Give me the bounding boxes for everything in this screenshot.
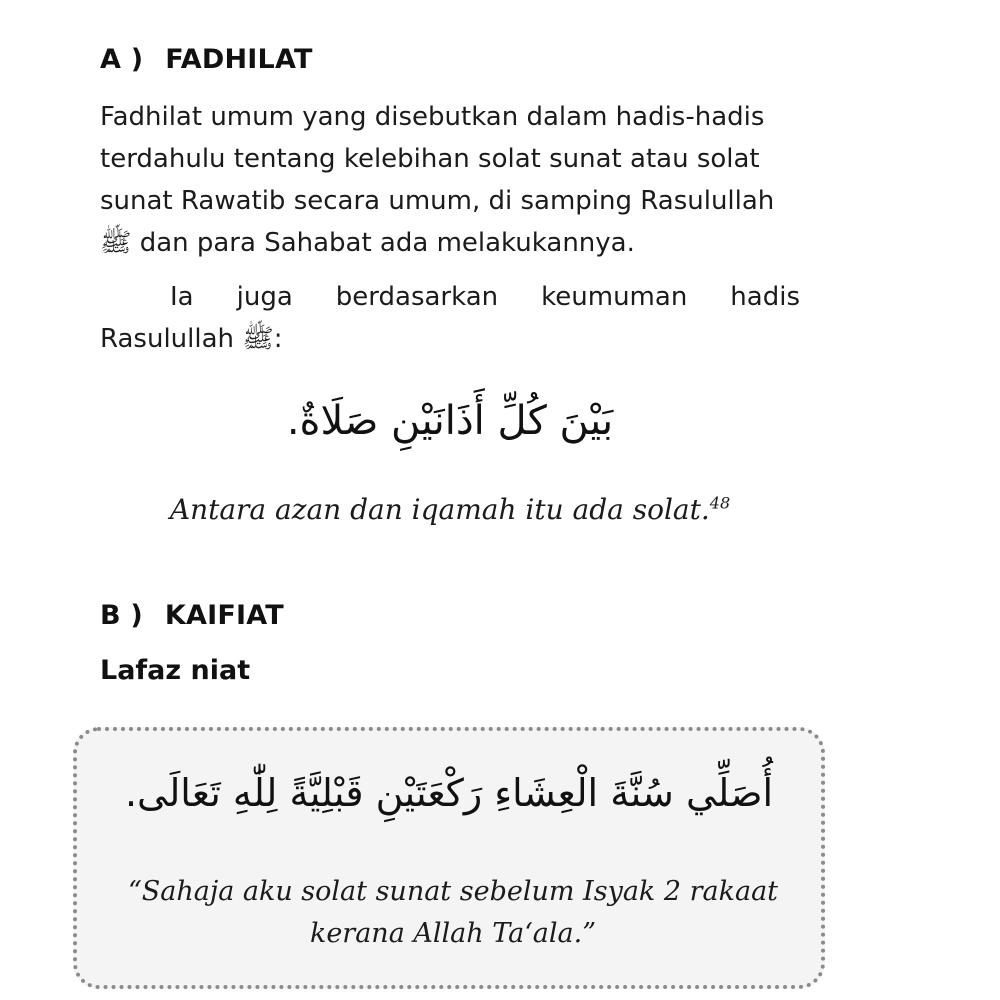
section-a-heading (100, 44, 313, 75)
section-a-letter: A ) (100, 44, 144, 75)
lafaz-niat-subheading: Lafaz niat (100, 655, 251, 686)
paragraph1-text-end: dan para Sahabat ada melakukannya. (139, 228, 635, 258)
paragraph2-text: Ia juga berdasarkan keumuman hadis Rasulullah (100, 282, 800, 354)
section-b-title: KAIFIAT (164, 600, 284, 631)
footnote-marker: 48 (709, 493, 731, 513)
paragraph2-colon: : (273, 324, 283, 354)
niat-translation: “Sahaja aku solat sunat sebelum Isyak 2 rakaat kerana Allah Ta‘ala.” (127, 876, 779, 949)
hadith-translation-text: Antara azan dan iqamah itu ada solat. (169, 493, 710, 526)
salawat-symbol-icon-2: ﷺ (242, 324, 274, 354)
salawat-symbol-icon: ﷺ (100, 228, 132, 258)
niat-box (73, 727, 825, 989)
hadith-translation (0, 493, 900, 526)
section-b-heading (100, 600, 284, 631)
section-b-letter: B ) (100, 600, 143, 631)
fadhilat-paragraph (100, 96, 800, 264)
section-a-title: FADHILAT (165, 44, 313, 75)
paragraph1-text: Fadhilat umum yang disebutkan dalam hadis-hadis terdahulu tentang kelebihan solat sunat atau solat sunat Rawatib secara umum, di samping Rasulullah (100, 102, 775, 216)
hadith-intro-paragraph (100, 276, 800, 360)
hadith-arabic-text: بَيْنَ كُلِّ أَذَانَيْنِ صَلَاةٌ. (286, 398, 614, 444)
niat-arabic-text: أُصَلِّي سُنَّةَ الْعِشَاءِ رَكْعَتَيْنِ قَبْلِيَّةً لِلّٰهِ تَعَالَى. (124, 771, 774, 815)
